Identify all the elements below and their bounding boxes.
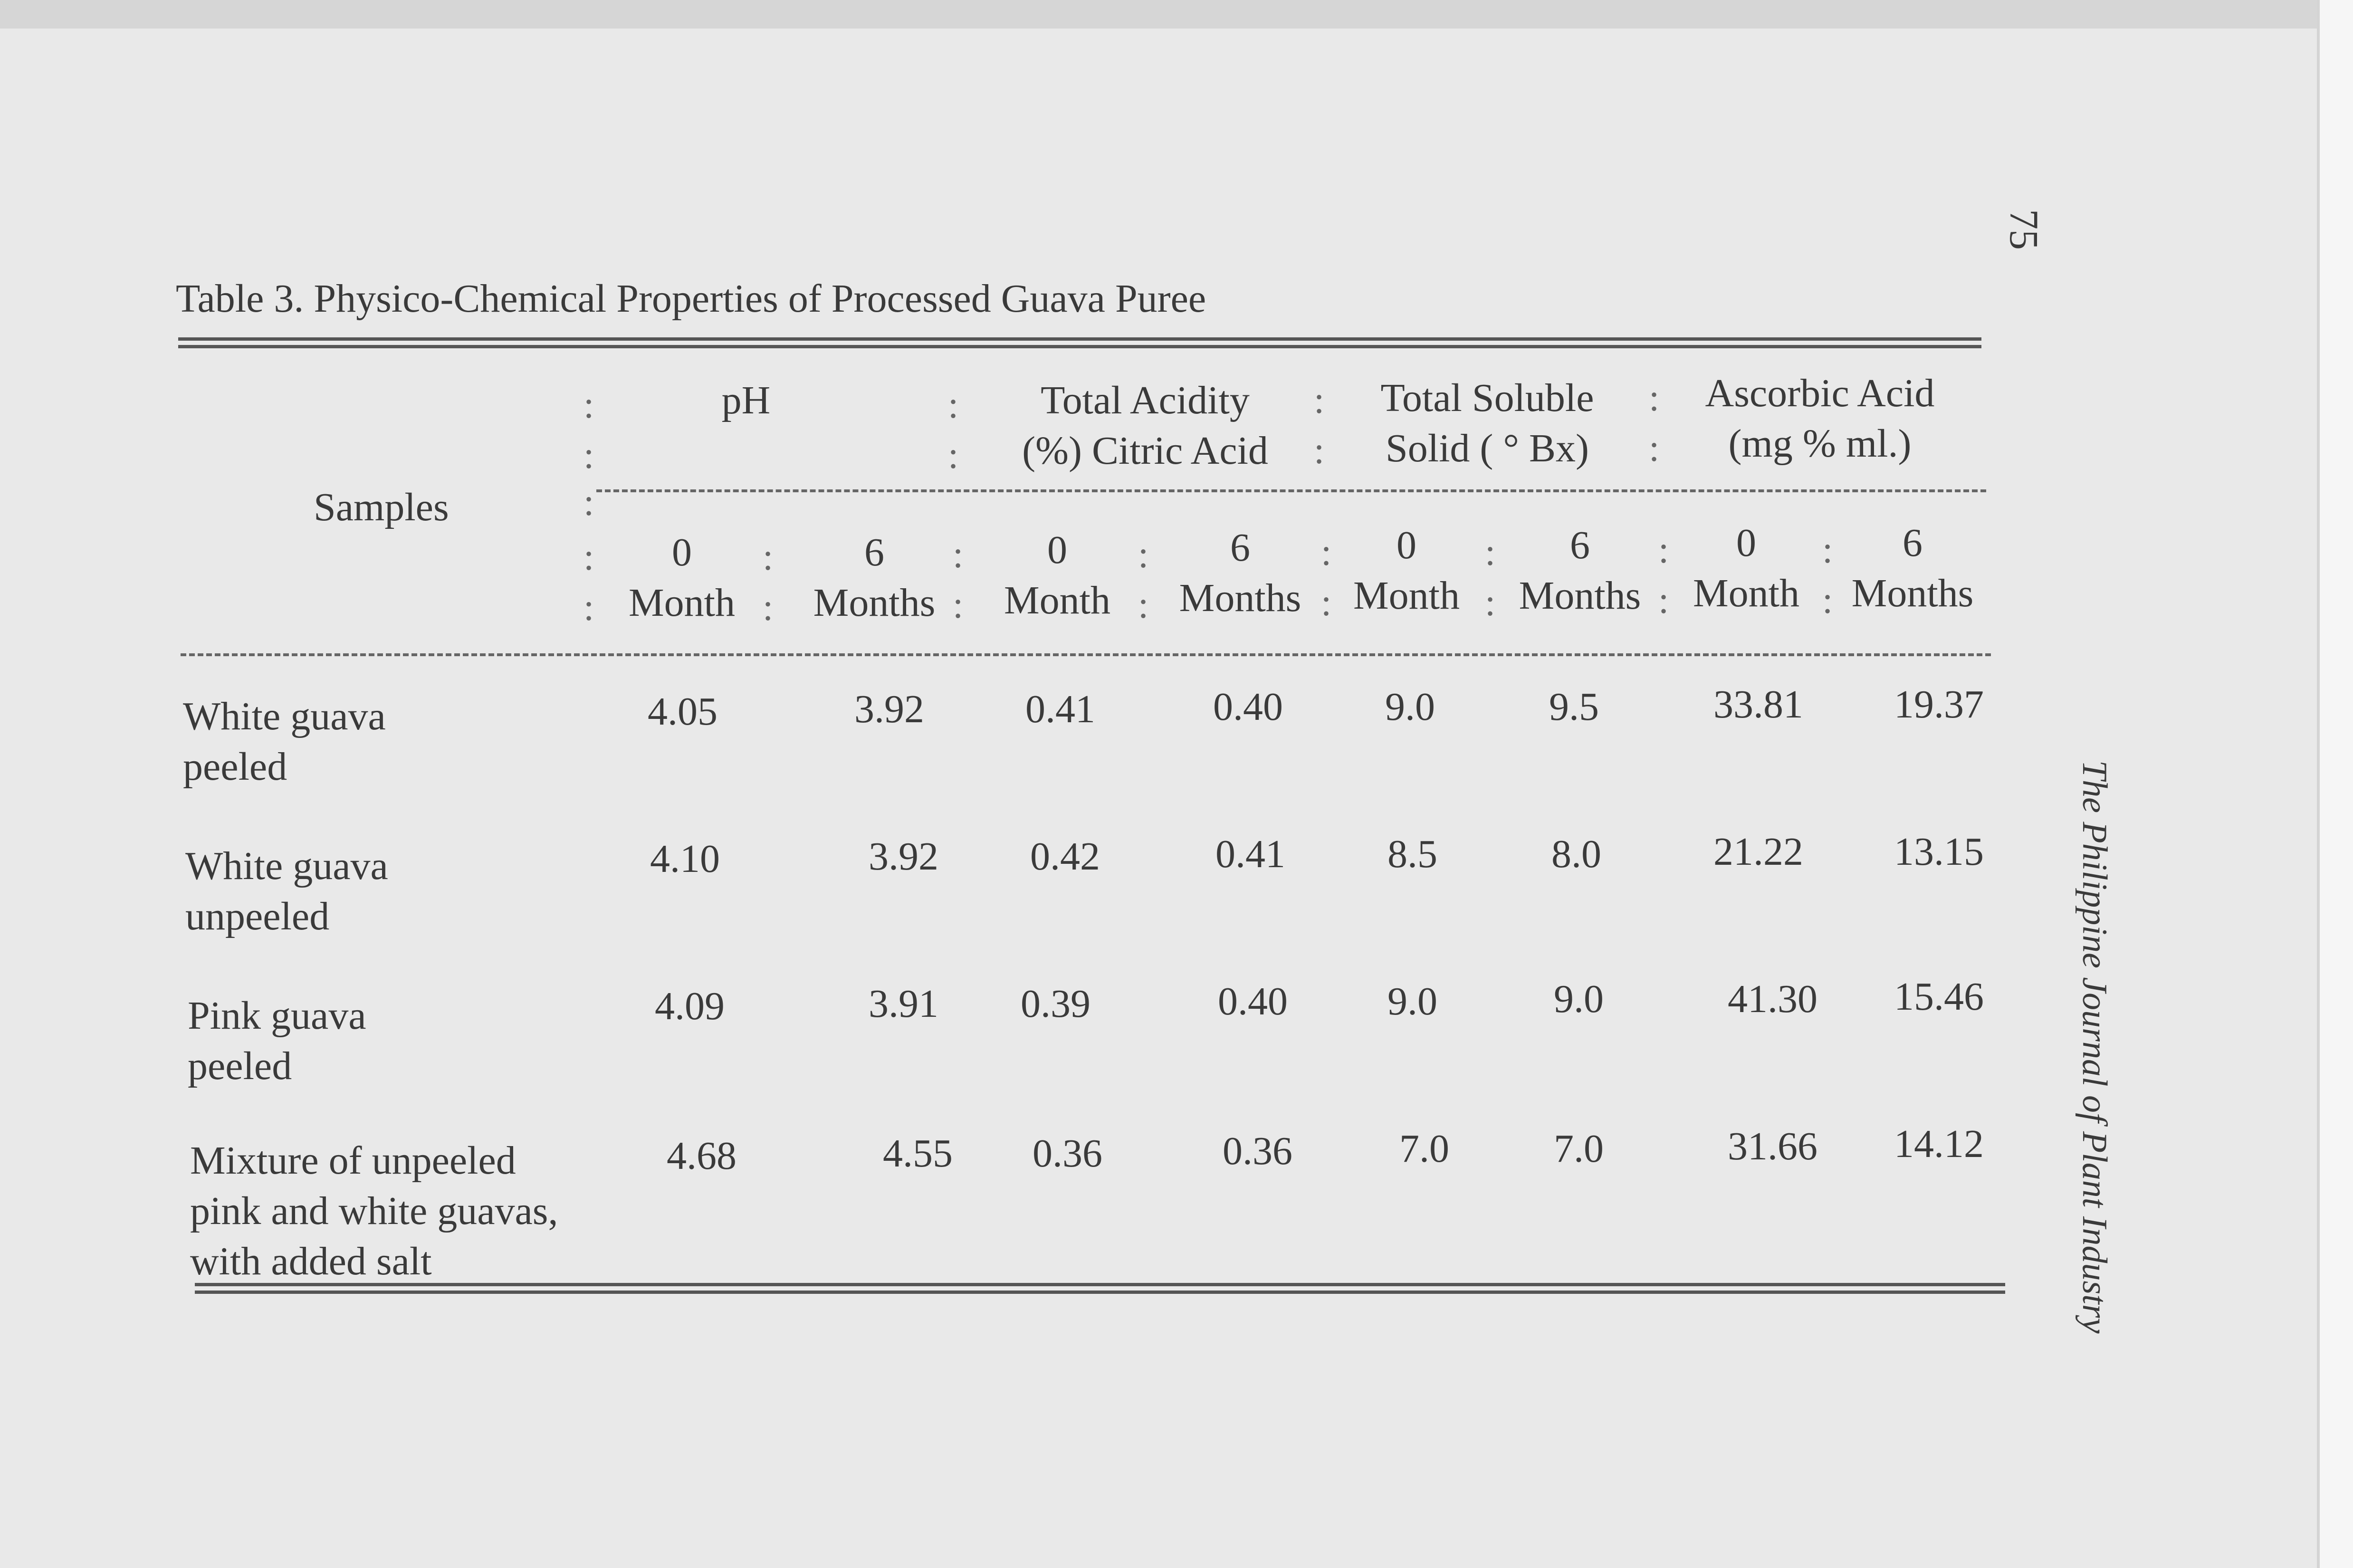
subcol-number: 0 <box>672 530 692 574</box>
column-separator: : : <box>953 534 964 626</box>
group-header-line: pH <box>721 378 771 422</box>
column-separator: : : <box>763 536 774 629</box>
value-cell: 3.91 <box>869 982 938 1026</box>
group-header-line: Ascorbic Acid <box>1705 371 1935 415</box>
subcol-unit: Months <box>813 581 936 625</box>
subcol-header-ascorbic-0 <box>1682 518 1810 619</box>
column-separator: : : <box>583 536 594 629</box>
header-bottom-rule <box>181 653 1991 656</box>
sample-name-line: White guava <box>185 844 388 888</box>
value-cell: 0.40 <box>1213 685 1283 729</box>
value-cell: 8.5 <box>1387 832 1437 876</box>
subcol-number: 6 <box>1570 523 1590 567</box>
table-row <box>190 1136 558 1287</box>
value-cell: 9.0 <box>1554 977 1604 1021</box>
column-separator: : : <box>583 384 594 477</box>
value-cell: 4.10 <box>650 837 720 881</box>
value-cell: 0.36 <box>1033 1131 1102 1176</box>
sample-name-line: Pink guava <box>188 994 366 1038</box>
value-cell: 0.36 <box>1223 1129 1292 1173</box>
group-header-line: (%) Citric Acid <box>1022 429 1268 473</box>
page-number: 75 <box>2001 209 2047 250</box>
subcol-number: 0 <box>1736 521 1756 565</box>
value-cell: 33.81 <box>1713 682 1803 727</box>
value-cell: 0.39 <box>1021 982 1090 1026</box>
column-separator: : : <box>1321 532 1332 624</box>
sample-name-line: Mixture of unpeeled <box>190 1138 516 1183</box>
value-cell: 0.41 <box>1025 687 1095 731</box>
subcol-number: 6 <box>1903 521 1923 565</box>
value-cell: 9.0 <box>1387 979 1437 1023</box>
page-right-edge <box>2317 0 2353 1568</box>
subcol-number: 6 <box>864 530 884 574</box>
subcol-header-ph-0 <box>620 527 744 628</box>
column-separator: : <box>583 482 594 524</box>
value-cell: 3.92 <box>854 687 924 731</box>
group-header-total-soluble-solid <box>1330 373 1644 474</box>
sample-name-line: peeled <box>188 1044 292 1088</box>
group-header-ascorbic-acid <box>1673 368 1967 469</box>
value-cell: 0.42 <box>1030 834 1100 879</box>
sample-name-line: unpeeled <box>185 894 330 938</box>
subcol-number: 0 <box>1396 523 1416 567</box>
value-cell: 14.12 <box>1894 1122 1984 1166</box>
value-cell: 15.46 <box>1894 975 1984 1019</box>
subcol-header-acidity-0 <box>991 525 1124 626</box>
value-cell: 9.5 <box>1549 685 1599 729</box>
value-cell: 13.15 <box>1894 830 1984 874</box>
table-top-rule <box>178 337 1981 348</box>
table-title: Table 3. Physico-Chemical Properties of Processed Guava Puree <box>176 277 1206 321</box>
subcol-header-solids-6 <box>1511 520 1649 621</box>
subcol-unit: Month <box>1693 571 1800 615</box>
group-header-line: Total Soluble <box>1380 376 1594 420</box>
value-cell: 8.0 <box>1551 832 1601 876</box>
sample-name-line: with added salt <box>190 1239 432 1283</box>
sample-name-line: White guava <box>183 694 386 738</box>
subcol-unit: Months <box>1851 571 1974 615</box>
column-separator: : : <box>1658 529 1669 621</box>
table-row <box>183 691 386 792</box>
value-cell: 4.09 <box>655 984 725 1028</box>
subcol-unit: Month <box>628 581 736 625</box>
value-cell: 4.05 <box>648 689 717 734</box>
group-header-line: Total Acidity <box>1041 378 1250 422</box>
column-separator: : : <box>1314 380 1325 472</box>
column-separator: : : <box>1822 529 1833 621</box>
column-separator: : : <box>948 384 959 477</box>
subcol-header-solids-0 <box>1340 520 1473 621</box>
subcol-header-acidity-6 <box>1169 523 1311 623</box>
value-cell: 7.0 <box>1399 1127 1449 1171</box>
group-header-ph <box>618 375 874 426</box>
table-row <box>188 991 366 1091</box>
page-top-edge <box>0 0 2353 29</box>
value-cell: 9.0 <box>1385 685 1435 729</box>
subcol-number: 6 <box>1230 526 1250 570</box>
value-cell: 7.0 <box>1554 1127 1604 1171</box>
group-header-rule <box>596 489 1986 492</box>
group-header-total-acidity <box>979 375 1311 476</box>
samples-header: Samples <box>314 485 449 529</box>
column-separator: : : <box>1138 534 1149 626</box>
table-row <box>185 841 388 942</box>
value-cell: 19.37 <box>1894 682 1984 727</box>
value-cell: 41.30 <box>1728 977 1817 1021</box>
value-cell: 31.66 <box>1728 1124 1817 1168</box>
group-header-line: Solid ( ° Bx) <box>1386 426 1589 470</box>
subcol-header-ascorbic-6 <box>1844 518 1981 619</box>
subcol-unit: Months <box>1179 576 1301 620</box>
subcol-number: 0 <box>1047 528 1067 572</box>
sample-name-line: peeled <box>183 745 287 789</box>
subcol-unit: Month <box>1353 574 1460 618</box>
subcol-unit: Months <box>1519 574 1641 618</box>
value-cell: 4.68 <box>667 1134 737 1178</box>
subcol-unit: Month <box>1004 578 1111 622</box>
value-cell: 0.40 <box>1218 979 1288 1023</box>
group-header-line: (mg % ml.) <box>1728 421 1912 466</box>
journal-name: The Philippine Journal of Plant Industry <box>2075 760 2114 1334</box>
subcol-header-ph-6 <box>803 527 946 628</box>
value-cell: 21.22 <box>1713 830 1803 874</box>
value-cell: 4.55 <box>883 1131 953 1176</box>
value-cell: 0.41 <box>1215 832 1285 876</box>
column-separator: : : <box>1649 377 1660 469</box>
sample-name-line: pink and white guavas, <box>190 1189 558 1233</box>
value-cell: 3.92 <box>869 834 938 879</box>
column-separator: : : <box>1485 532 1496 624</box>
